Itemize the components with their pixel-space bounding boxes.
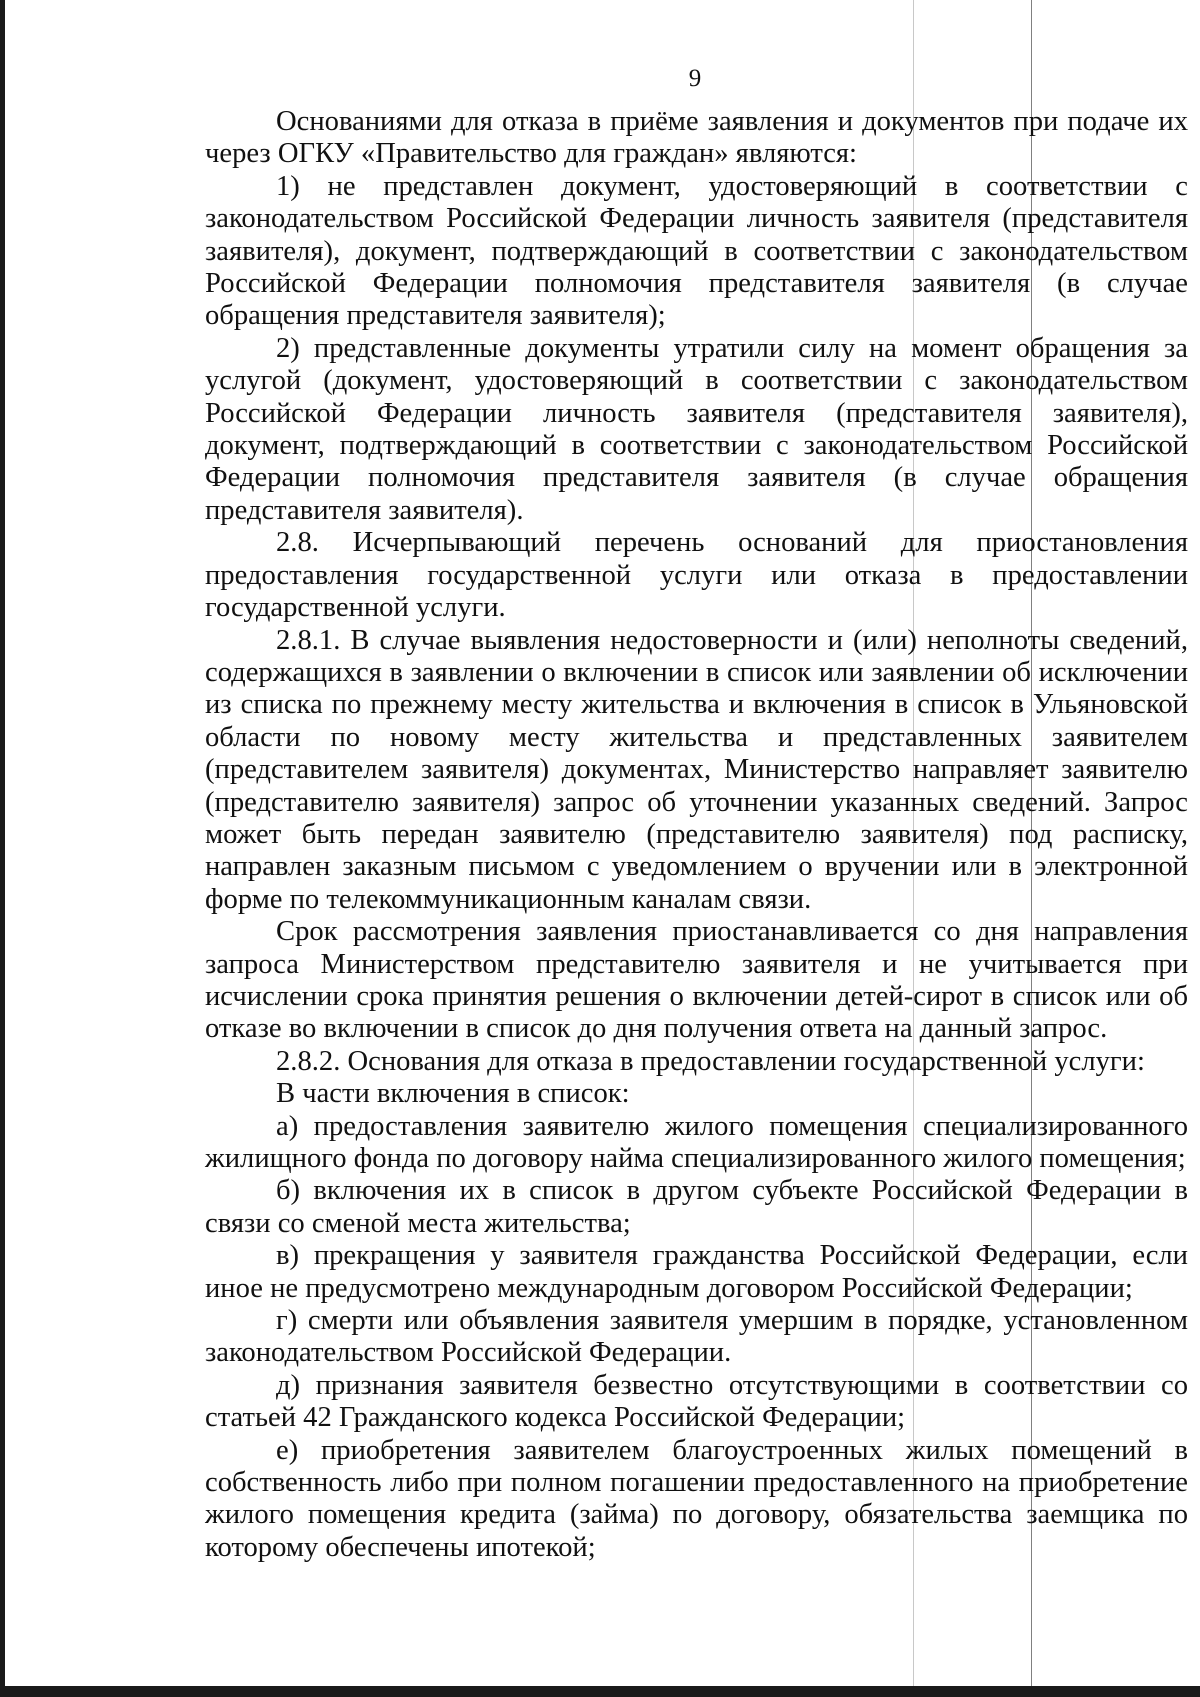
scan-edge-left xyxy=(0,0,5,1697)
paragraph-item-1: 1) не представлен документ, удостоверяющий в соответствии с законодательством Российской Федерации личность заявителя (представителя заявителя), документ, подтверждающий в соответствии с законодательством Российской Федерации полномочия представителя заявителя (в случае обращения представителя заявителя); xyxy=(205,170,1188,332)
document-body xyxy=(205,106,1188,1564)
paragraph-inclusion-part: В части включения в список: xyxy=(276,1078,630,1110)
paragraph-item-e: е) приобретения заявителем благоустроенных жилых помещений в собственность либо при полном погашении предоставленного на приобретение жилого помещения кредита (займа) по договору, обязательства заемщика по которому обеспечены ипотекой; xyxy=(205,1434,1188,1563)
paragraph-item-d: д) признания заявителя безвестно отсутствующими в соответствии со статьей 42 Гражданского кодекса Российской Федерации; xyxy=(205,1369,1188,1434)
paragraph-section-2-8-2: 2.8.2. Основания для отказа в предоставлении государственной услуги: xyxy=(276,1045,1145,1077)
paragraph-item-g: г) смерти или объявления заявителя умершим в порядке, установленном законодательством Российской Федерации. xyxy=(205,1305,1188,1369)
paragraph-suspension-term: Срок рассмотрения заявления приостанавливается со дня направления запроса Министерством представителю заявителя и не учитывается при исчислении срока принятия решения о включении детей-сирот в список или об отказе во включении в список до дня получения ответа на данный запрос. xyxy=(205,916,1188,1045)
paragraph-item-a: а) предоставления заявителю жилого помещения специализированного жилищного фонда по договору найма специализированного жилого помещения; xyxy=(205,1110,1188,1174)
paragraph-item-v: в) прекращения у заявителя гражданства Российской Федерации, если иное не предусмотрено международным договором Российской Федерации; xyxy=(205,1240,1188,1304)
paragraph-item-b: б) включения их в список в другом субъекте Российской Федерации в связи со сменой места жительства; xyxy=(205,1175,1188,1239)
paragraph-refusal-grounds-intro: Основаниями для отказа в приёме заявления и документов при подаче их через ОГКУ «Правительство для граждан» являются: xyxy=(205,106,1188,170)
paragraph-section-2-8: 2.8. Исчерпывающий перечень оснований для приостановления предоставления государственной услуги или отказа в предоставлении государственной услуги. xyxy=(205,527,1188,624)
page-number: 9 xyxy=(688,65,702,92)
scan-edge-bottom xyxy=(0,1686,1200,1697)
paragraph-item-2: 2) представленные документы утратили силу на момент обращения за услугой (документ, удостоверяющий в соответствии с законодательством Российской Федерации личность заявителя (представителя заявителя), документ, подтверждающий в соответствии с законодательством Российской Федерации полномочия представителя заявителя (в случае обращения представителя заявителя). xyxy=(205,332,1188,526)
paragraph-section-2-8-1: 2.8.1. В случае выявления недостоверности и (или) неполноты сведений, содержащихся в заявлении о включении в список или заявлении об исключении из списка по прежнему месту жительства и включения в список в Ульяновской области по новому месту жительства и представленных заявителем (представителем заявителя) документах, Министерство направляет заявителю (представителю заявителя) запрос об уточнении указанных сведений. Запрос может быть передан заявителю (представителю заявителя) под расписку, направлен заказным письмом с уведомлением о вручении или в электронной форме по телекоммуникационным каналам связи. xyxy=(205,624,1188,915)
